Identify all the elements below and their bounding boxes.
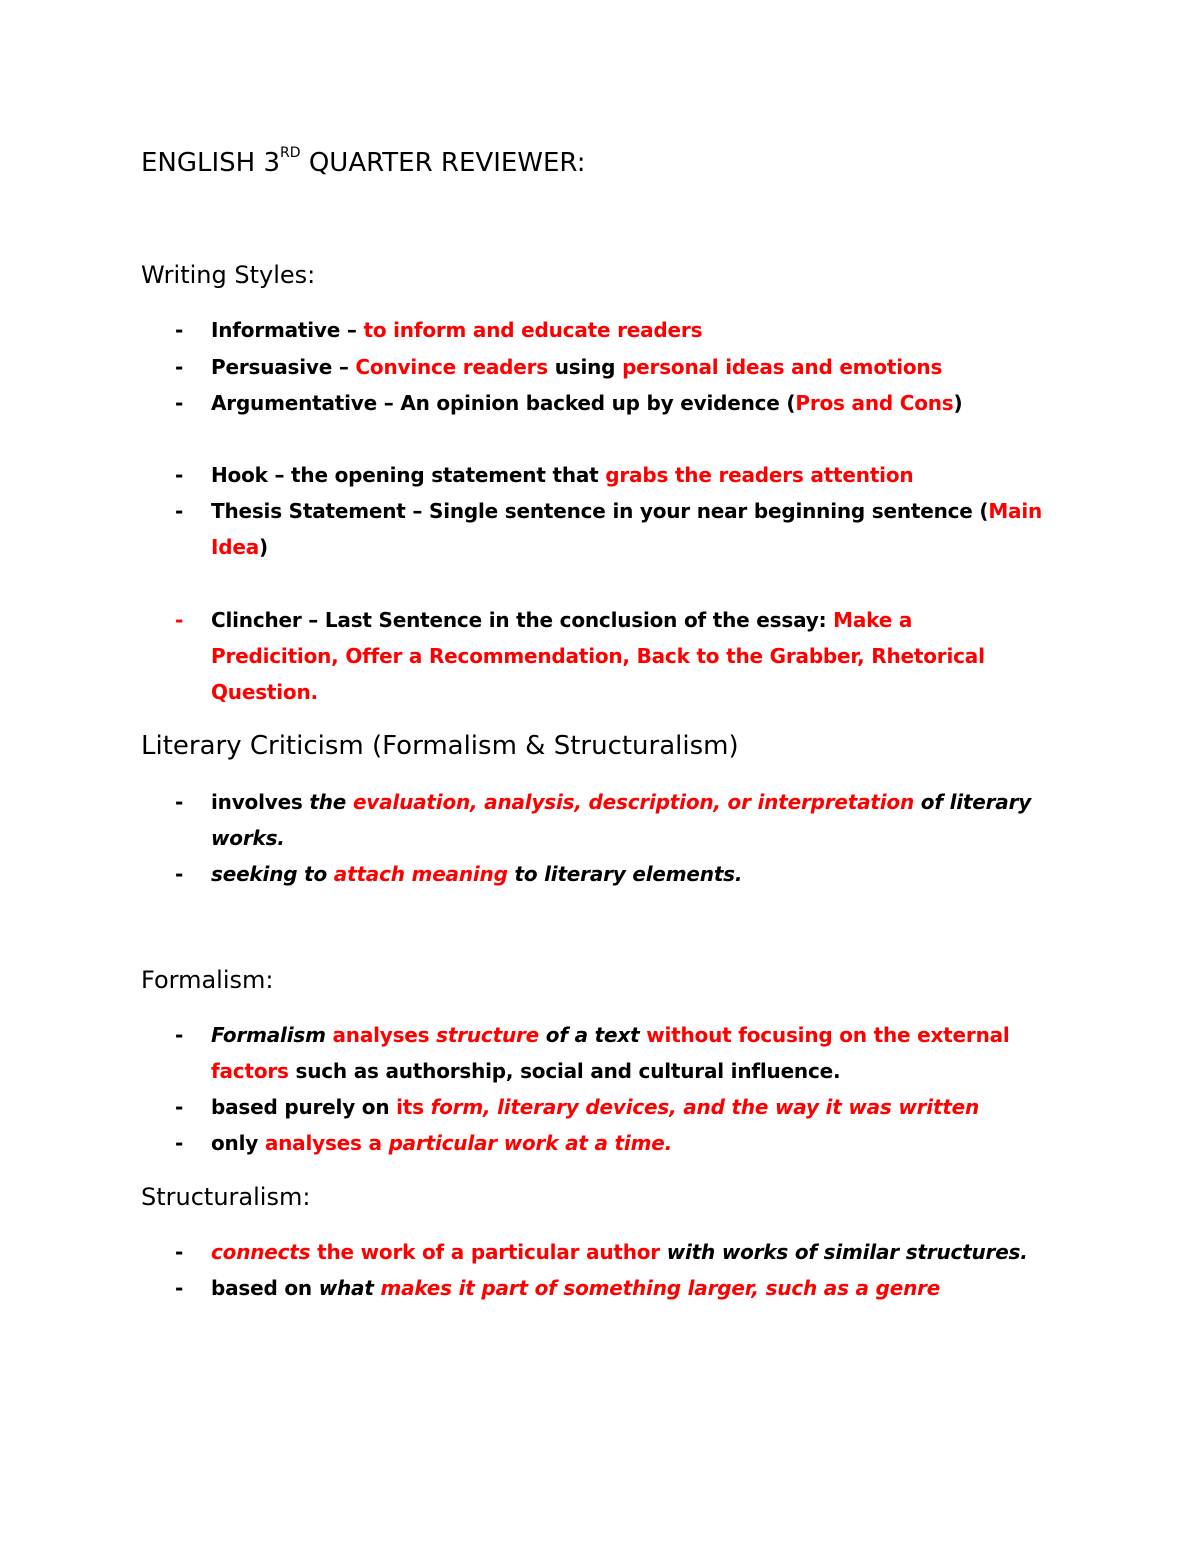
highlighted-text: Idea: [211, 535, 260, 559]
document-title: [141, 145, 586, 178]
highlighted-text: makes it part of something larger, such as a genre: [380, 1276, 941, 1300]
text-segment: of a text: [539, 1023, 647, 1047]
text-segment: only: [211, 1131, 265, 1155]
text-segment: with works of similar structures.: [659, 1240, 1028, 1264]
highlighted-text: factors: [211, 1059, 289, 1083]
list-item-line: [211, 535, 268, 559]
bullet-dash: -: [175, 1240, 184, 1264]
highlighted-text: evaluation, analysis, description, or interpretation: [352, 790, 915, 814]
list-item-line: [211, 1276, 940, 1300]
bullet-dash: -: [175, 608, 184, 632]
bullet-dash: -: [175, 463, 184, 487]
text-segment: what: [318, 1276, 381, 1300]
text-segment: such as authorship, social and cultural influence.: [288, 1059, 841, 1083]
list-item-line: [211, 680, 318, 704]
highlighted-text: form, literary devices, and the way it was written: [430, 1095, 980, 1119]
text-segment: Persuasive –: [211, 355, 356, 379]
section-heading-structuralism: Structuralism:: [141, 1183, 311, 1211]
list-item-line: [211, 1240, 1028, 1264]
highlighted-text: its: [396, 1095, 431, 1119]
highlighted-text: Main: [988, 499, 1043, 523]
text-segment: Formalism: [211, 1023, 326, 1047]
section-heading-formalism: Formalism:: [141, 966, 274, 994]
text-segment: Hook – the opening statement that: [211, 463, 606, 487]
text-segment: seeking to: [211, 862, 334, 886]
bullet-dash: -: [175, 499, 184, 523]
list-item-line: [211, 862, 742, 886]
highlighted-text: analyses: [325, 1023, 437, 1047]
list-item-line: [211, 1131, 672, 1155]
highlighted-text: to inform and educate readers: [363, 318, 703, 342]
highlighted-text: analyses a: [264, 1131, 389, 1155]
list-item-line: [211, 608, 912, 632]
highlighted-text: structure: [436, 1023, 540, 1047]
text-segment: Thesis Statement – Single sentence in your near beginning sentence (: [211, 499, 989, 523]
list-item-line: [211, 790, 1031, 814]
highlighted-text: Predicition, Offer a Recommendation, Back to the Grabber, Rhetorical: [211, 644, 985, 668]
section-heading-writing-styles: Writing Styles:: [141, 261, 316, 289]
section-heading-literary-criticism-formalism-structuralism: Literary Criticism (Formalism & Structuralism): [141, 731, 739, 761]
bullet-dash: -: [175, 790, 184, 814]
highlighted-text: Question.: [211, 680, 318, 704]
highlighted-text: particular work at a time.: [388, 1131, 672, 1155]
highlighted-text: Make a: [833, 608, 913, 632]
bullet-dash: -: [175, 355, 184, 379]
bullet-dash: -: [175, 1131, 184, 1155]
text-segment: the: [309, 790, 353, 814]
list-item-line: [211, 463, 913, 487]
highlighted-text: connects: [211, 1240, 311, 1264]
list-item-line: [211, 355, 942, 379]
highlighted-text: Pros and Cons: [795, 391, 954, 415]
title-main: ENGLISH 3: [141, 148, 281, 178]
text-segment: works.: [211, 826, 285, 850]
highlighted-text: personal ideas and emotions: [622, 355, 943, 379]
bullet-dash: -: [175, 318, 184, 342]
highlighted-text: Convince readers: [355, 355, 548, 379]
bullet-dash: -: [175, 391, 184, 415]
text-segment: Informative –: [211, 318, 364, 342]
bullet-dash: -: [175, 1023, 184, 1047]
highlighted-text: grabs the readers attention: [605, 463, 914, 487]
list-item-line: [211, 391, 962, 415]
list-item-line: [211, 318, 702, 342]
list-item-line: [211, 499, 1042, 523]
list-item-line: [211, 1023, 1010, 1047]
list-item-line: [211, 826, 285, 850]
highlighted-text: attach meaning: [333, 862, 508, 886]
title-superscript: RD: [280, 145, 301, 162]
text-segment: based purely on: [211, 1095, 397, 1119]
bullet-dash: -: [175, 1276, 184, 1300]
text-segment: of literary: [914, 790, 1032, 814]
text-segment: involves: [211, 790, 310, 814]
bullet-dash: -: [175, 1095, 184, 1119]
title-rest: QUARTER REVIEWER:: [300, 148, 586, 178]
list-item-line: [211, 1059, 840, 1083]
bullet-dash: -: [175, 862, 184, 886]
text-segment: to literary elements.: [507, 862, 743, 886]
highlighted-text: the work of a particular author: [310, 1240, 660, 1264]
text-segment: ): [259, 535, 268, 559]
highlighted-text: without focusing on the external: [646, 1023, 1010, 1047]
list-item-line: [211, 1095, 979, 1119]
text-segment: Clincher – Last Sentence in the conclusion of the essay:: [211, 608, 834, 632]
list-item-line: [211, 644, 985, 668]
text-segment: based on: [211, 1276, 319, 1300]
text-segment: ): [953, 391, 963, 415]
text-segment: using: [547, 355, 623, 379]
text-segment: Argumentative – An opinion backed up by evidence (: [211, 391, 796, 415]
